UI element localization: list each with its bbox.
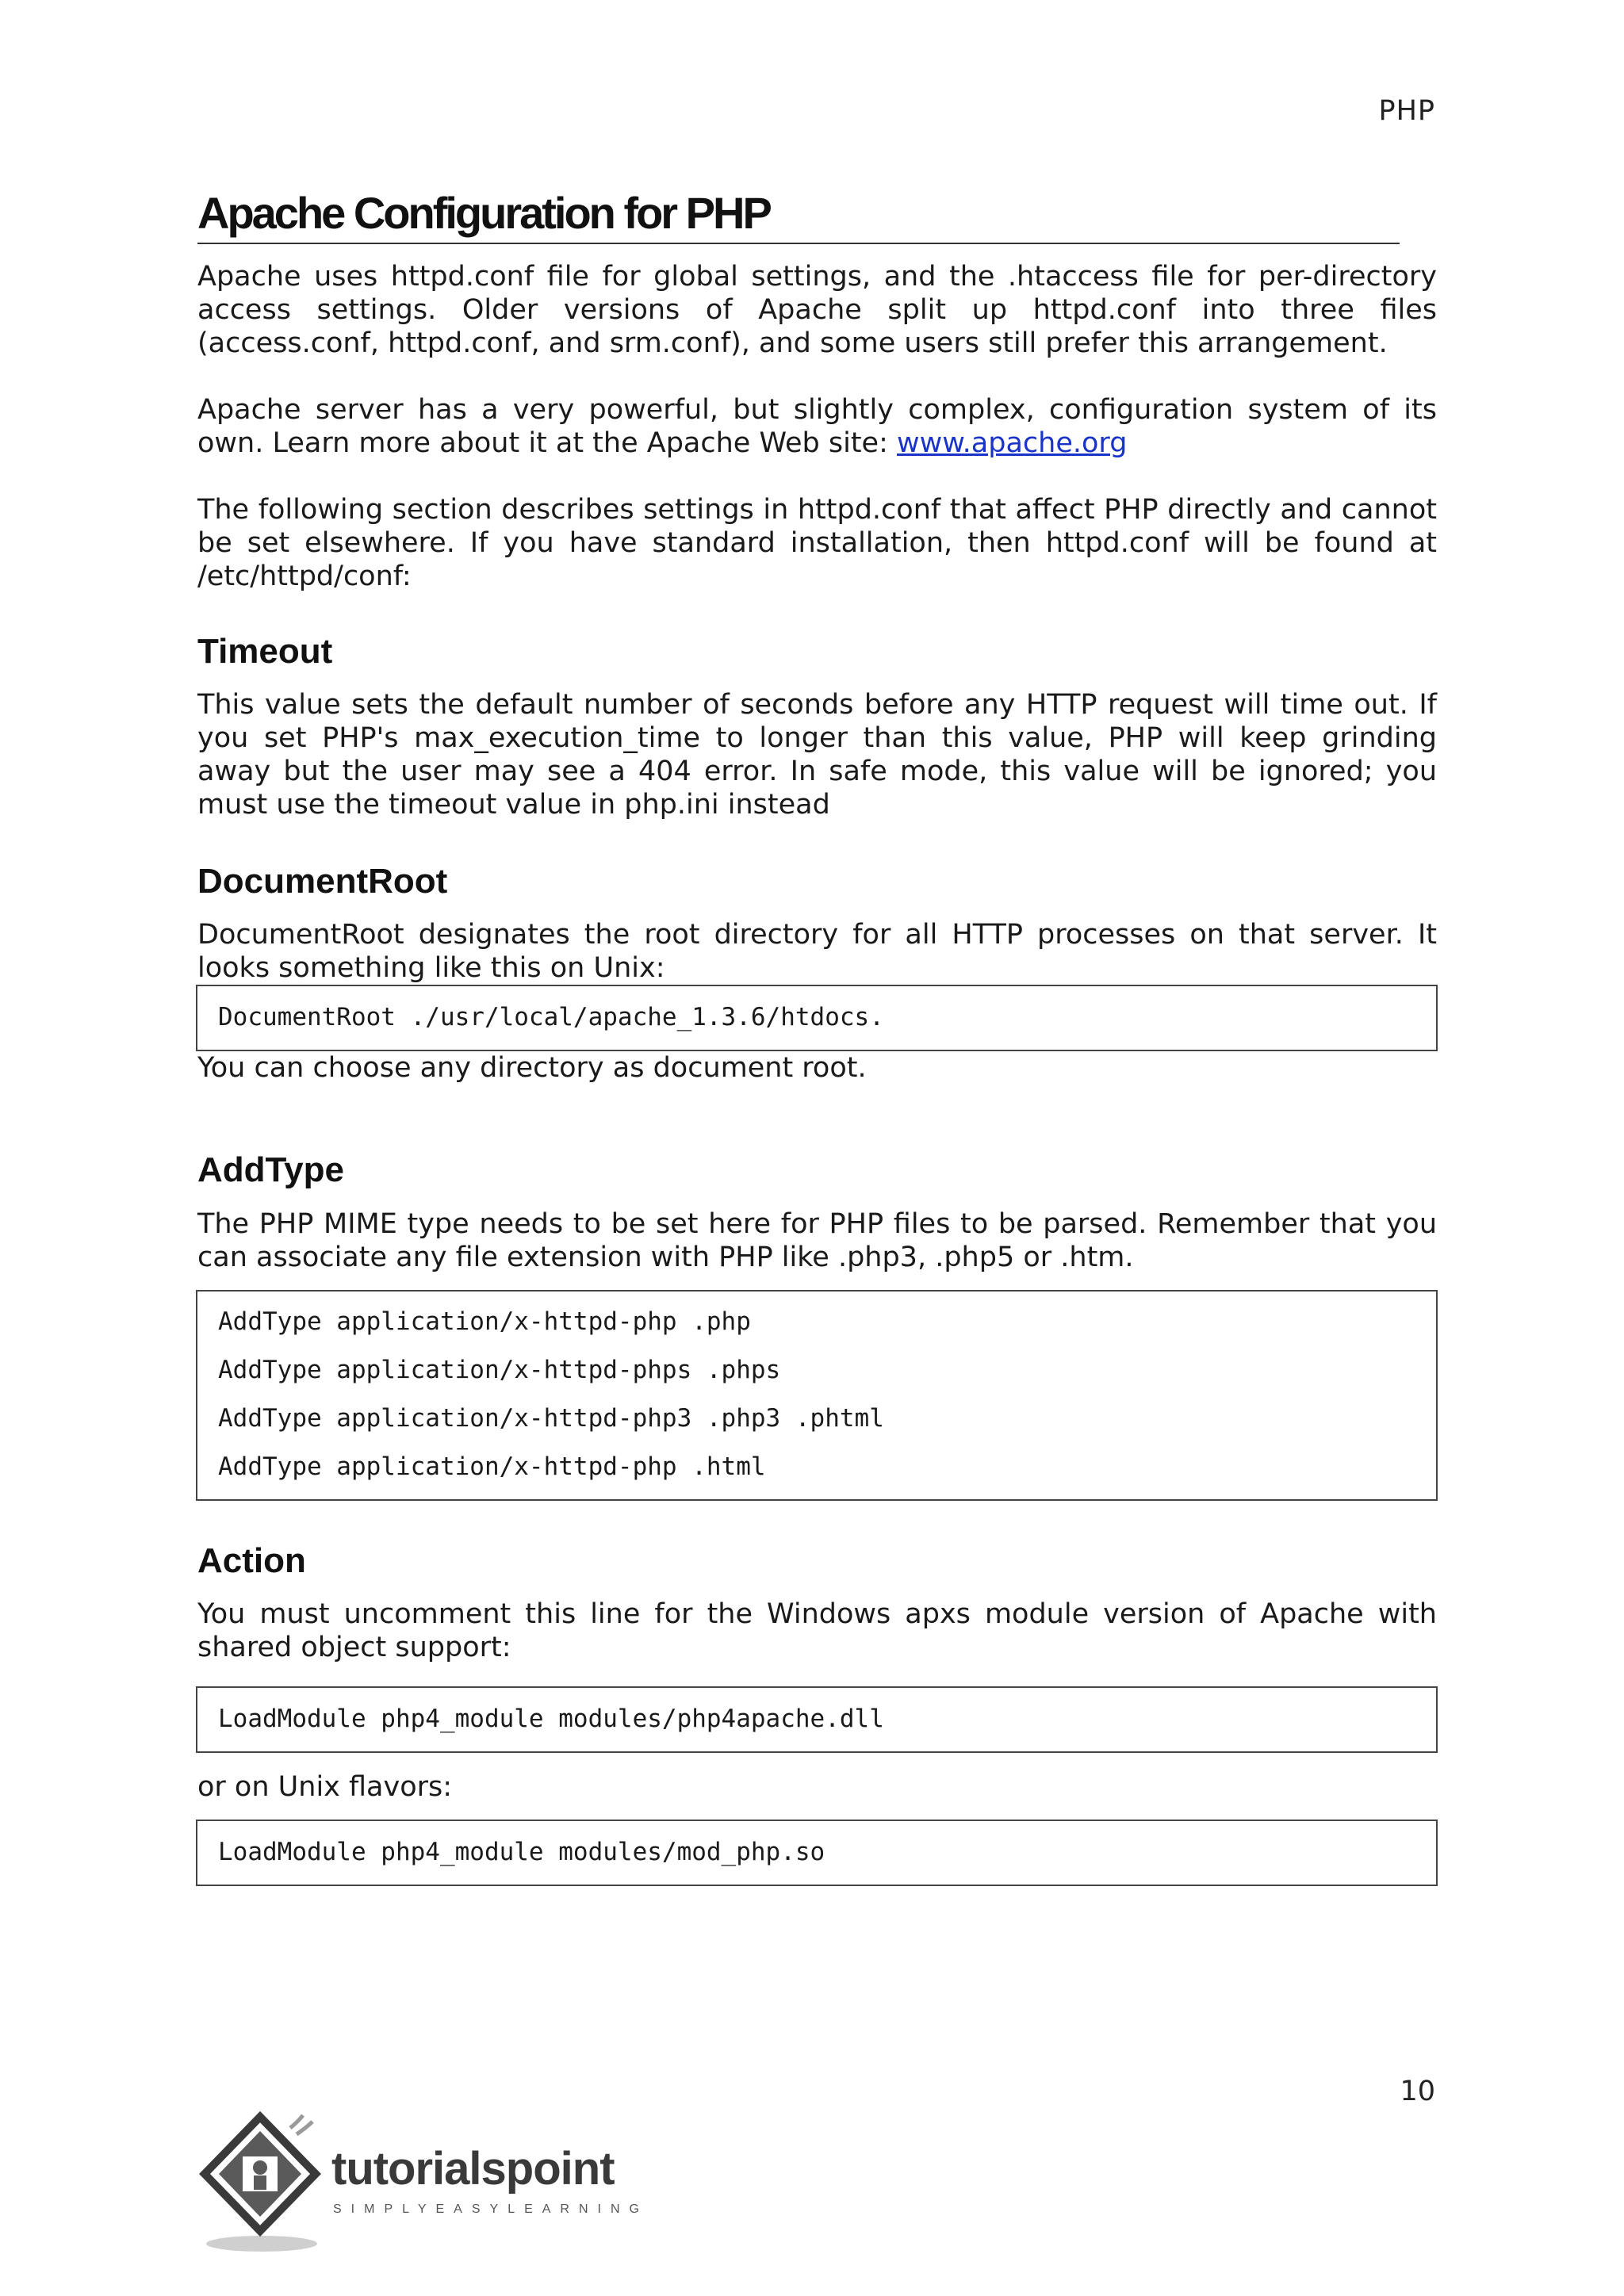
action-code-block-unix	[196, 1820, 1438, 1886]
intro-paragraph-2	[197, 393, 1437, 460]
code-line: LoadModule php4_module modules/php4apache.dll	[218, 1705, 884, 1734]
page-number: 10	[1400, 2076, 1435, 2107]
code-line: AddType application/x-httpd-php .php	[218, 1307, 751, 1336]
code-line: AddType application/x-httpd-phps .phps	[218, 1355, 781, 1384]
action-heading: Action	[197, 1540, 306, 1580]
action-code-block-windows	[196, 1686, 1438, 1753]
tutorialspoint-logo	[197, 2110, 672, 2253]
addtype-heading: AddType	[197, 1150, 344, 1190]
intro-paragraph-2-text: Apache server has a very powerful, but slightly complex, configuration system of its own. Learn more about it at the Apache Web site:	[197, 393, 1437, 459]
logo-diamond-icon	[197, 2110, 331, 2253]
action-paragraph: You must uncomment this line for the Windows apxs module version of Apache with shared object support:	[197, 1598, 1437, 1664]
code-line: DocumentRoot ./usr/local/apache_1.3.6/htdocs.	[218, 1003, 884, 1032]
code-line: AddType application/x-httpd-php .html	[218, 1452, 766, 1481]
page-content	[197, 189, 1437, 1886]
logo-tagline: SIMPLYEASYLEARNING	[333, 2202, 649, 2216]
code-line: AddType application/x-httpd-php3 .php3 .phtml	[218, 1403, 884, 1433]
page-title: Apache Configuration for PHP	[197, 189, 1400, 244]
documentroot-paragraph: DocumentRoot designates the root directory for all HTTP processes on that server. It looks something like this on Unix:	[197, 919, 1437, 985]
addtype-paragraph: The PHP MIME type needs to be set here for PHP files to be parsed. Remember that you can associate any file extension with PHP like .php3, .php5 or .htm.	[197, 1207, 1437, 1273]
intro-paragraph-1: Apache uses httpd.conf file for global settings, and the .htaccess file for per-directory access settings. Older versions of Apache split up httpd.conf into three files (access.conf, httpd.conf, and srm.conf), and some users still prefer this arrangement.	[197, 260, 1437, 359]
intro-paragraph-3: The following section describes settings in httpd.conf that affect PHP directly and cannot be set elsewhere. If you have standard installation, then httpd.conf will be found at /etc/httpd/conf:	[197, 493, 1437, 592]
documentroot-code-block	[196, 985, 1438, 1051]
addtype-code-block	[196, 1290, 1438, 1501]
documentroot-after-paragraph: You can choose any directory as document root.	[197, 1052, 867, 1085]
timeout-paragraph: This value sets the default number of seconds before any HTTP request will time out. If you set PHP's max_execution_time to longer than this value, PHP will keep grinding away but the user may see a 404 error. In safe mode, this value will be ignored; you must use the timeout value in php.ini instead	[197, 688, 1437, 821]
apache-website-link[interactable]: www.apache.org	[897, 427, 1128, 459]
timeout-heading: Timeout	[197, 631, 333, 671]
code-line: LoadModule php4_module modules/mod_php.so	[218, 1838, 825, 1867]
logo-wordmark: tutorialspoint	[331, 2143, 615, 2195]
running-header: PHP	[1378, 95, 1435, 127]
documentroot-heading: DocumentRoot	[197, 861, 448, 901]
action-middle-paragraph: or on Unix flavors:	[197, 1771, 453, 1804]
